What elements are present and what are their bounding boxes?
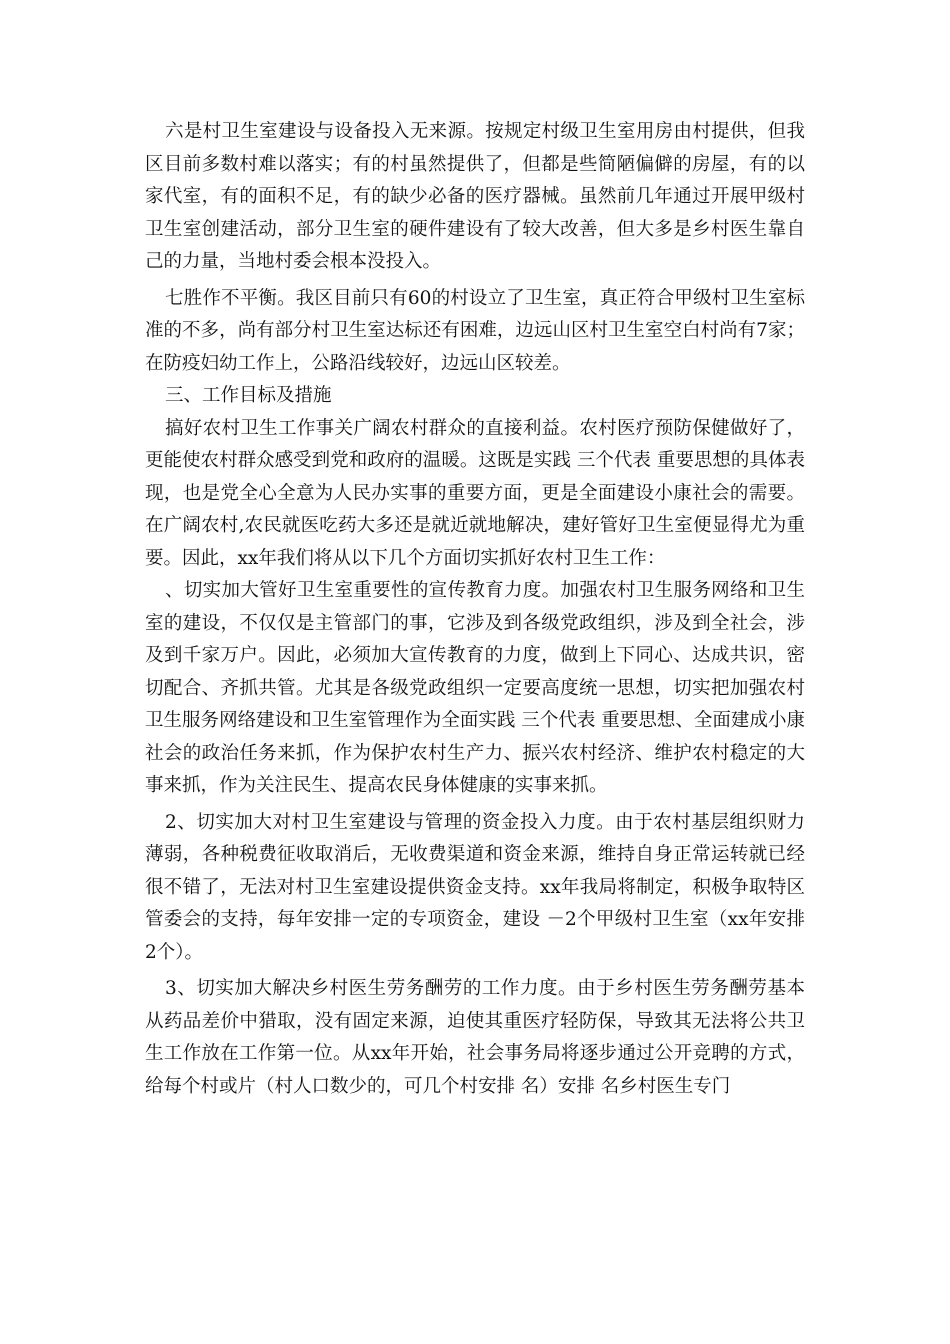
section-heading-goals-measures: 三、工作目标及措施 <box>165 385 332 406</box>
paragraph-measure-publicity: 、切实加大管好卫生室重要性的宣传教育力度。加强农村卫生服务网络和卫生室的建设，不仅仅是主管部门的事，它涉及到各级党政组织，涉及到全社会，涉及到千家万户。因此，必须加大宣传教育的力度，做到上下同心、达成共识，密切配合、齐抓共管。尤其是各级党政组织一定要高度统一思想，切实把加强农村卫生服务网络建设和卫生室管理作为全面实践 三个代表 重要思想、全面建成小康社会的政治任务来抓，作为保护农村生产力、振兴农村经济、维护农村稳定的大事来抓，作为关注民生、提高农民身体健康的实事来抓。 <box>145 580 805 796</box>
paragraph-measure-doctor-pay: 3、切实加大解决乡村医生劳务酬劳的工作力度。由于乡村医生劳务酬劳基本从药品差价中猎取，没有固定来源，迫使其重医疗轻防保，导致其无法将公共卫生工作放在工作第一位。从xx年开始，社会事务局将逐步通过公开竞聘的方式，给每个村或片（村人口数少的，可几个村安排 名）安排 名乡村医生专门 <box>145 978 805 1097</box>
paragraph-clinic-funding: 六是村卫生室建设与设备投入无来源。按规定村级卫生室用房由村提供，但我区目前多数村难以落实；有的村虽然提供了，但都是些简陋偏僻的房屋，有的以家代室，有的面积不足，有的缺少必备的医疗器械。虽然前几年通过开展甲级村卫生室创建活动，部分卫生室的硬件建设有了较大改善，但大多是乡村医生靠自己的力量，当地村委会根本没投入。 <box>145 121 805 272</box>
paragraph-measure-funding: 2、切实加大对村卫生室建设与管理的资金投入力度。由于农村基层组织财力薄弱，各种税费征收取消后，无收费渠道和资金来源，维持自身正常运转就已经很不错了，无法对村卫生室建设提供资金支持。xx年我局将制定，积极争取特区管委会的支持，每年安排一定的专项资金，建设 －2个甲级村卫生室（xx年安排2个）。 <box>145 811 805 963</box>
paragraph-imbalance: 七胜作不平衡。我区目前只有60的村设立了卫生室，真正符合甲级村卫生室标准的不多，尚有部分村卫生室达标还有困难，边远山区村卫生室空白村尚有7家；在防疫妇幼工作上，公路沿线较好，边远山区较差。 <box>145 287 805 374</box>
paragraph-rural-health-importance: 搞好农村卫生工作事关广阔农村群众的直接利益。农村医疗预防保健做好了，更能使农村群众感受到党和政府的温暖。这既是实践 三个代表 重要思想的具体表现，也是党全心全意为人民办实事的重要方面，更是全面建设小康社会的需要。在广阔农村,农民就医吃药大多还是就近就地解决，建好管好卫生室便显得尤为重要。因此，xx年我们将从以下几个方面切实抓好农村卫生工作： <box>145 417 805 569</box>
document-body <box>145 116 805 1103</box>
